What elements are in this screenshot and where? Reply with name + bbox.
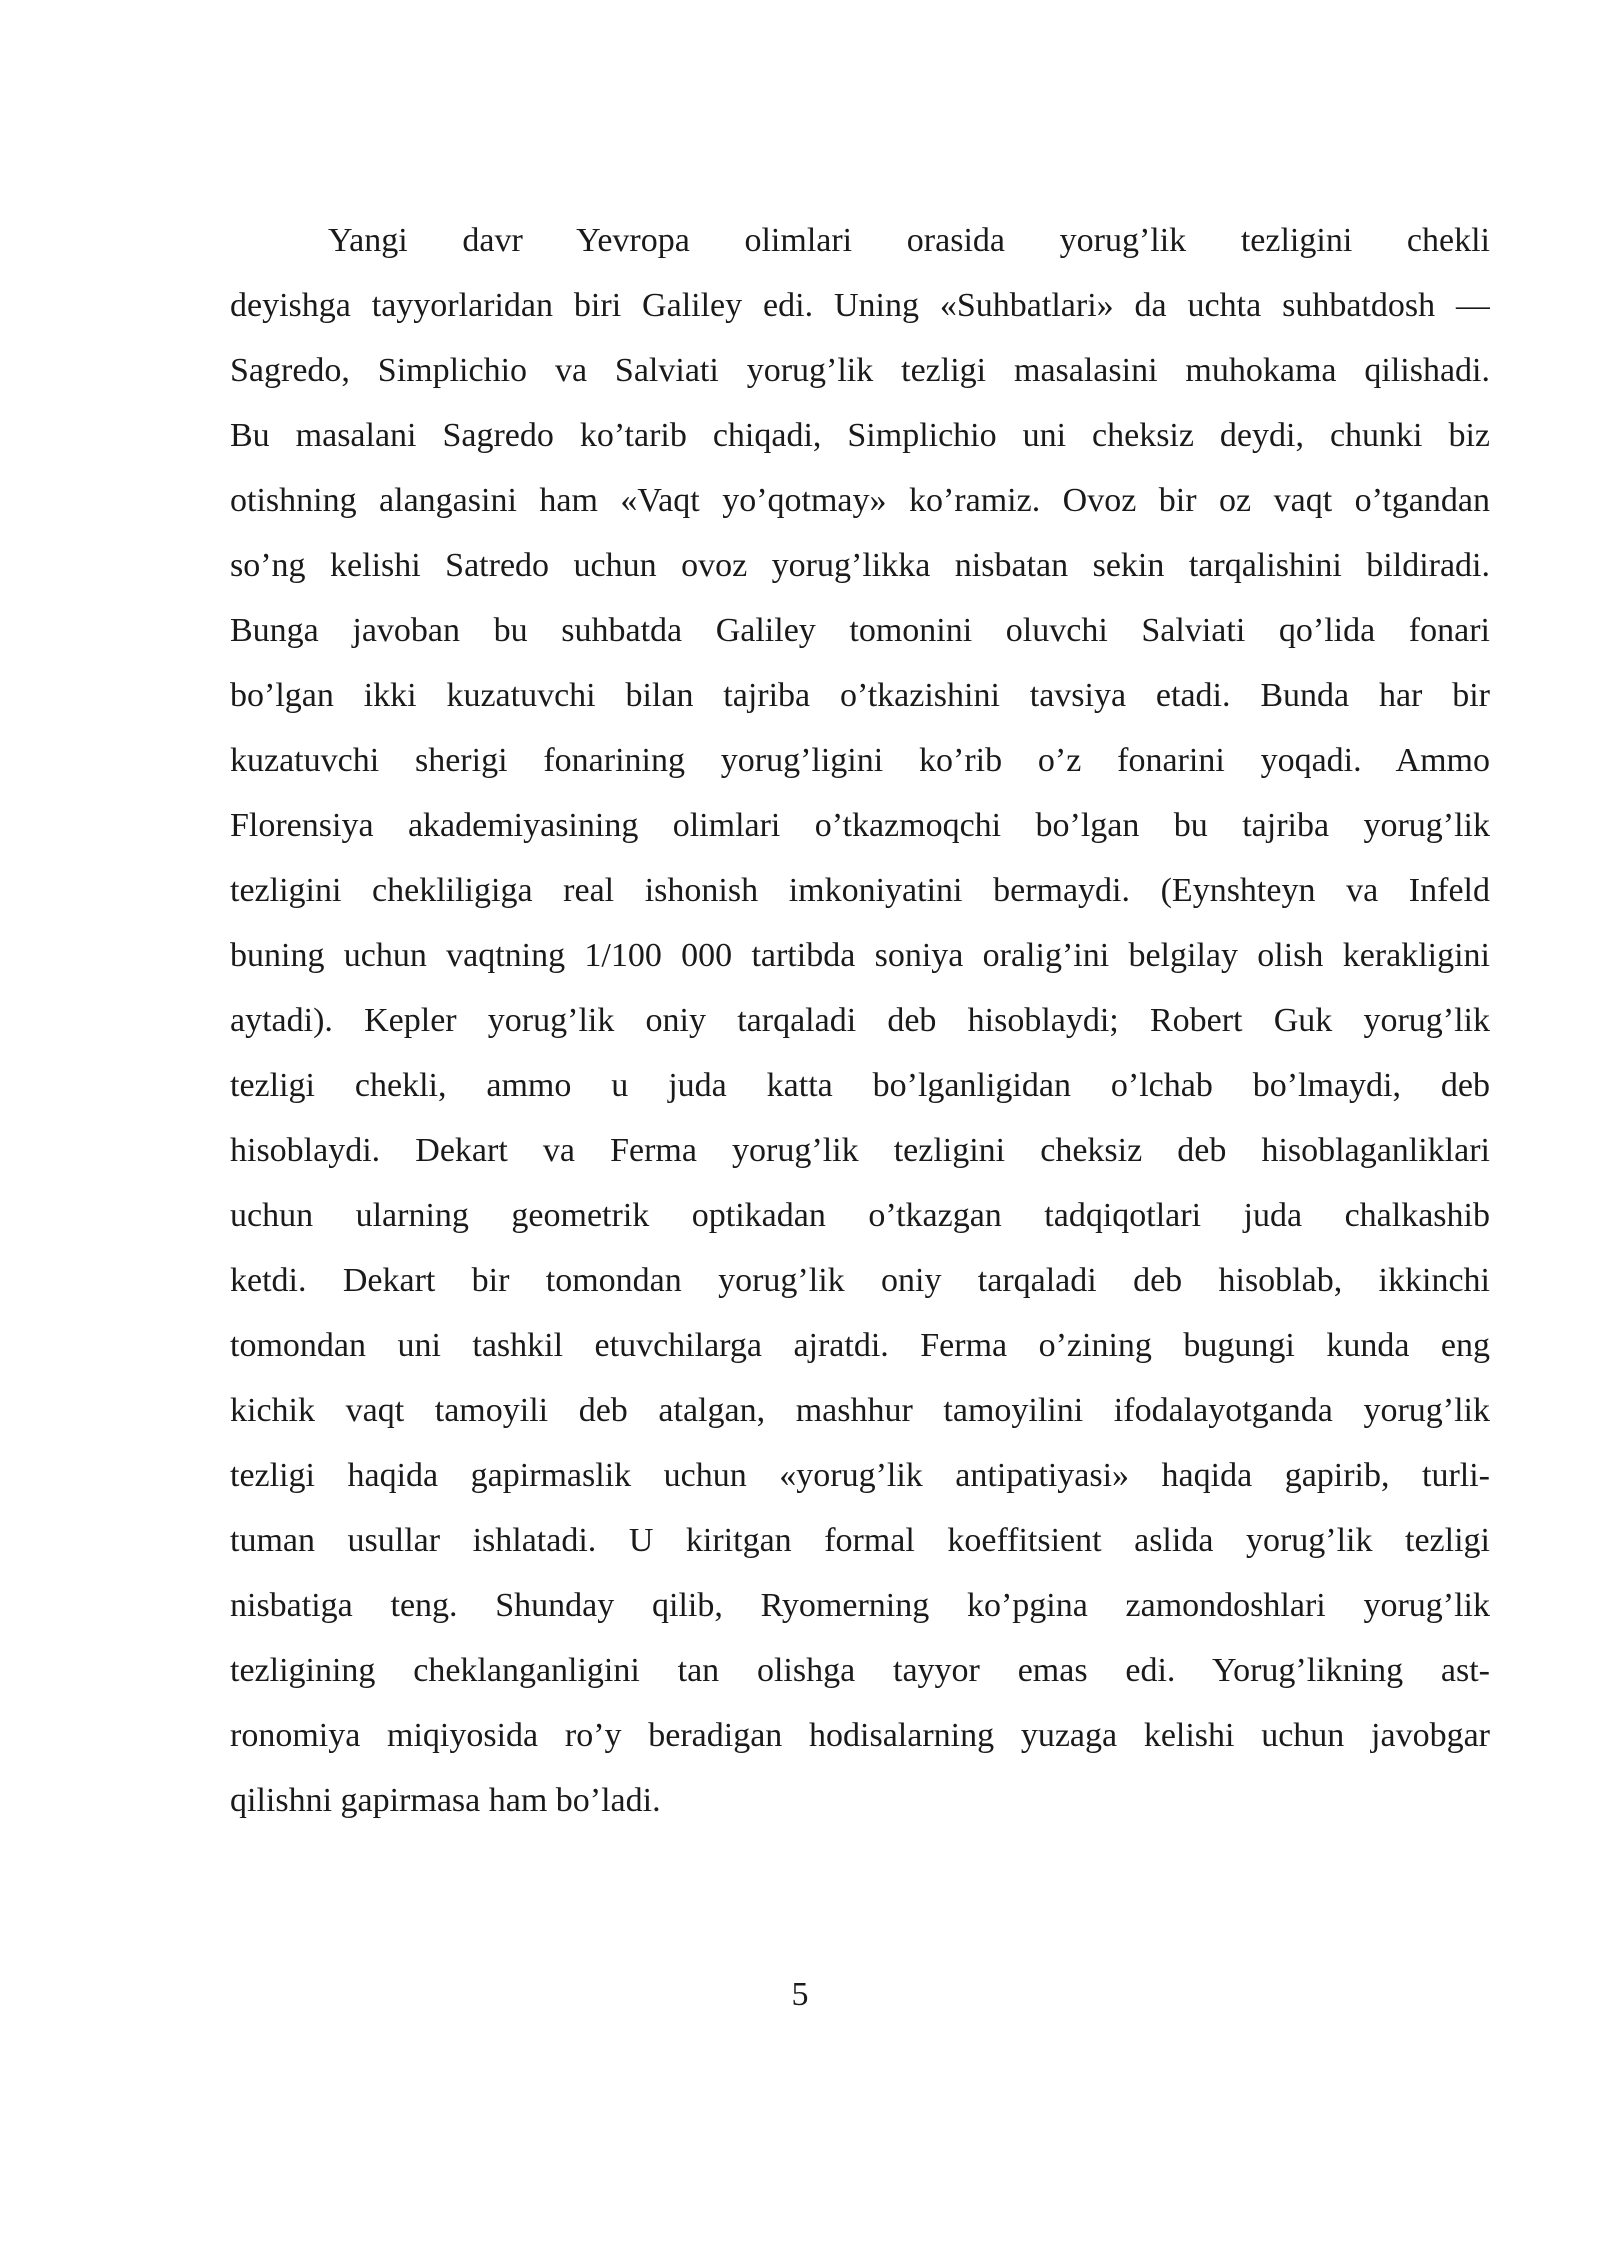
paragraph-line: kuzatuvchi sherigi fonarining yorug’ligini ko’rib o’z fonarini yoqadi. Ammo — [230, 742, 1490, 779]
paragraph-line: Bunga javoban bu suhbatda Galiley tomonini oluvchi Salviati qo’lida fonari — [230, 612, 1490, 649]
paragraph-line: deyishga tayyorlaridan biri Galiley edi. Uning «Suhbatlari» da uchta suhbatdosh — — [230, 287, 1490, 324]
paragraph-line: hisoblaydi. Dekart va Ferma yorug’lik tezligini cheksiz deb hisoblaganliklari — [230, 1132, 1490, 1169]
paragraph-line: tezligini chekliligiga real ishonish imkoniyatini bermaydi. (Eynshteyn va Infeld — [230, 872, 1490, 909]
paragraph-line: tezligi chekli, ammo u juda katta bo’lganligidan o’lchab bo’lmaydi, deb — [230, 1067, 1490, 1104]
paragraph-line: uchun ularning geometrik optikadan o’tkazgan tadqiqotlari juda chalkashib — [230, 1197, 1490, 1234]
paragraph-line: Bu masalani Sagredo ko’tarib chiqadi, Simplichio uni cheksiz deydi, chunki biz — [230, 417, 1490, 454]
paragraph-line: bo’lgan ikki kuzatuvchi bilan tajriba o’tkazishini tavsiya etadi. Bunda har bir — [230, 677, 1490, 714]
paragraph-line: Florensiya akademiyasining olimlari o’tkazmoqchi bo’lgan bu tajriba yorug’lik — [230, 807, 1490, 844]
page-number: 5 — [791, 1976, 809, 2013]
paragraph-line: so’ng kelishi Satredo uchun ovoz yorug’likka nisbatan sekin tarqalishini bildiradi. — [230, 547, 1490, 584]
paragraph-line: otishning alangasini ham «Vaqt yo’qotmay» ko’ramiz. Ovoz bir oz vaqt o’tgandan — [230, 482, 1490, 519]
paragraph-line: tuman usullar ishlatadi. U kiritgan formal koeffitsient aslida yorug’lik tezligi — [230, 1522, 1490, 1559]
paragraph-line: buning uchun vaqtning 1/100 000 tartibda soniya oralig’ini belgilay olish kerakligini — [230, 937, 1490, 974]
paragraph-line: nisbatiga teng. Shunday qilib, Ryomerning ko’pgina zamondoshlari yorug’lik — [230, 1587, 1490, 1624]
paragraph-line: Yangi davr Yevropa olimlari orasida yorug’lik tezligini chekli — [328, 222, 1490, 259]
paragraph-line: tezligining cheklanganligini tan olishga tayyor emas edi. Yorug’likning ast- — [230, 1652, 1490, 1689]
paragraph-line: tezligi haqida gapirmaslik uchun «yorug’lik antipatiyasi» haqida gapirib, turli- — [230, 1457, 1490, 1494]
paragraph-line: aytadi). Kepler yorug’lik oniy tarqaladi deb hisoblaydi; Robert Guk yorug’lik — [230, 1002, 1490, 1039]
paragraph-line: tomondan uni tashkil etuvchilarga ajratdi. Ferma o’zining bugungi kunda eng — [230, 1327, 1490, 1364]
paragraph-line: ketdi. Dekart bir tomondan yorug’lik oniy tarqaladi deb hisoblab, ikkinchi — [230, 1262, 1490, 1299]
paragraph-line: kichik vaqt tamoyili deb atalgan, mashhur tamoyilini ifodalayotganda yorug’lik — [230, 1392, 1490, 1429]
paragraph-line: Sagredo, Simplichio va Salviati yorug’lik tezligi masalasini muhokama qilishadi. — [230, 352, 1490, 389]
paragraph-line: qilishni gapirmasa ham bo’ladi. — [230, 1782, 661, 1819]
paragraph-line: ronomiya miqiyosida ro’y beradigan hodisalarning yuzaga kelishi uchun javobgar — [230, 1717, 1490, 1754]
body-paragraph — [230, 210, 1490, 1835]
